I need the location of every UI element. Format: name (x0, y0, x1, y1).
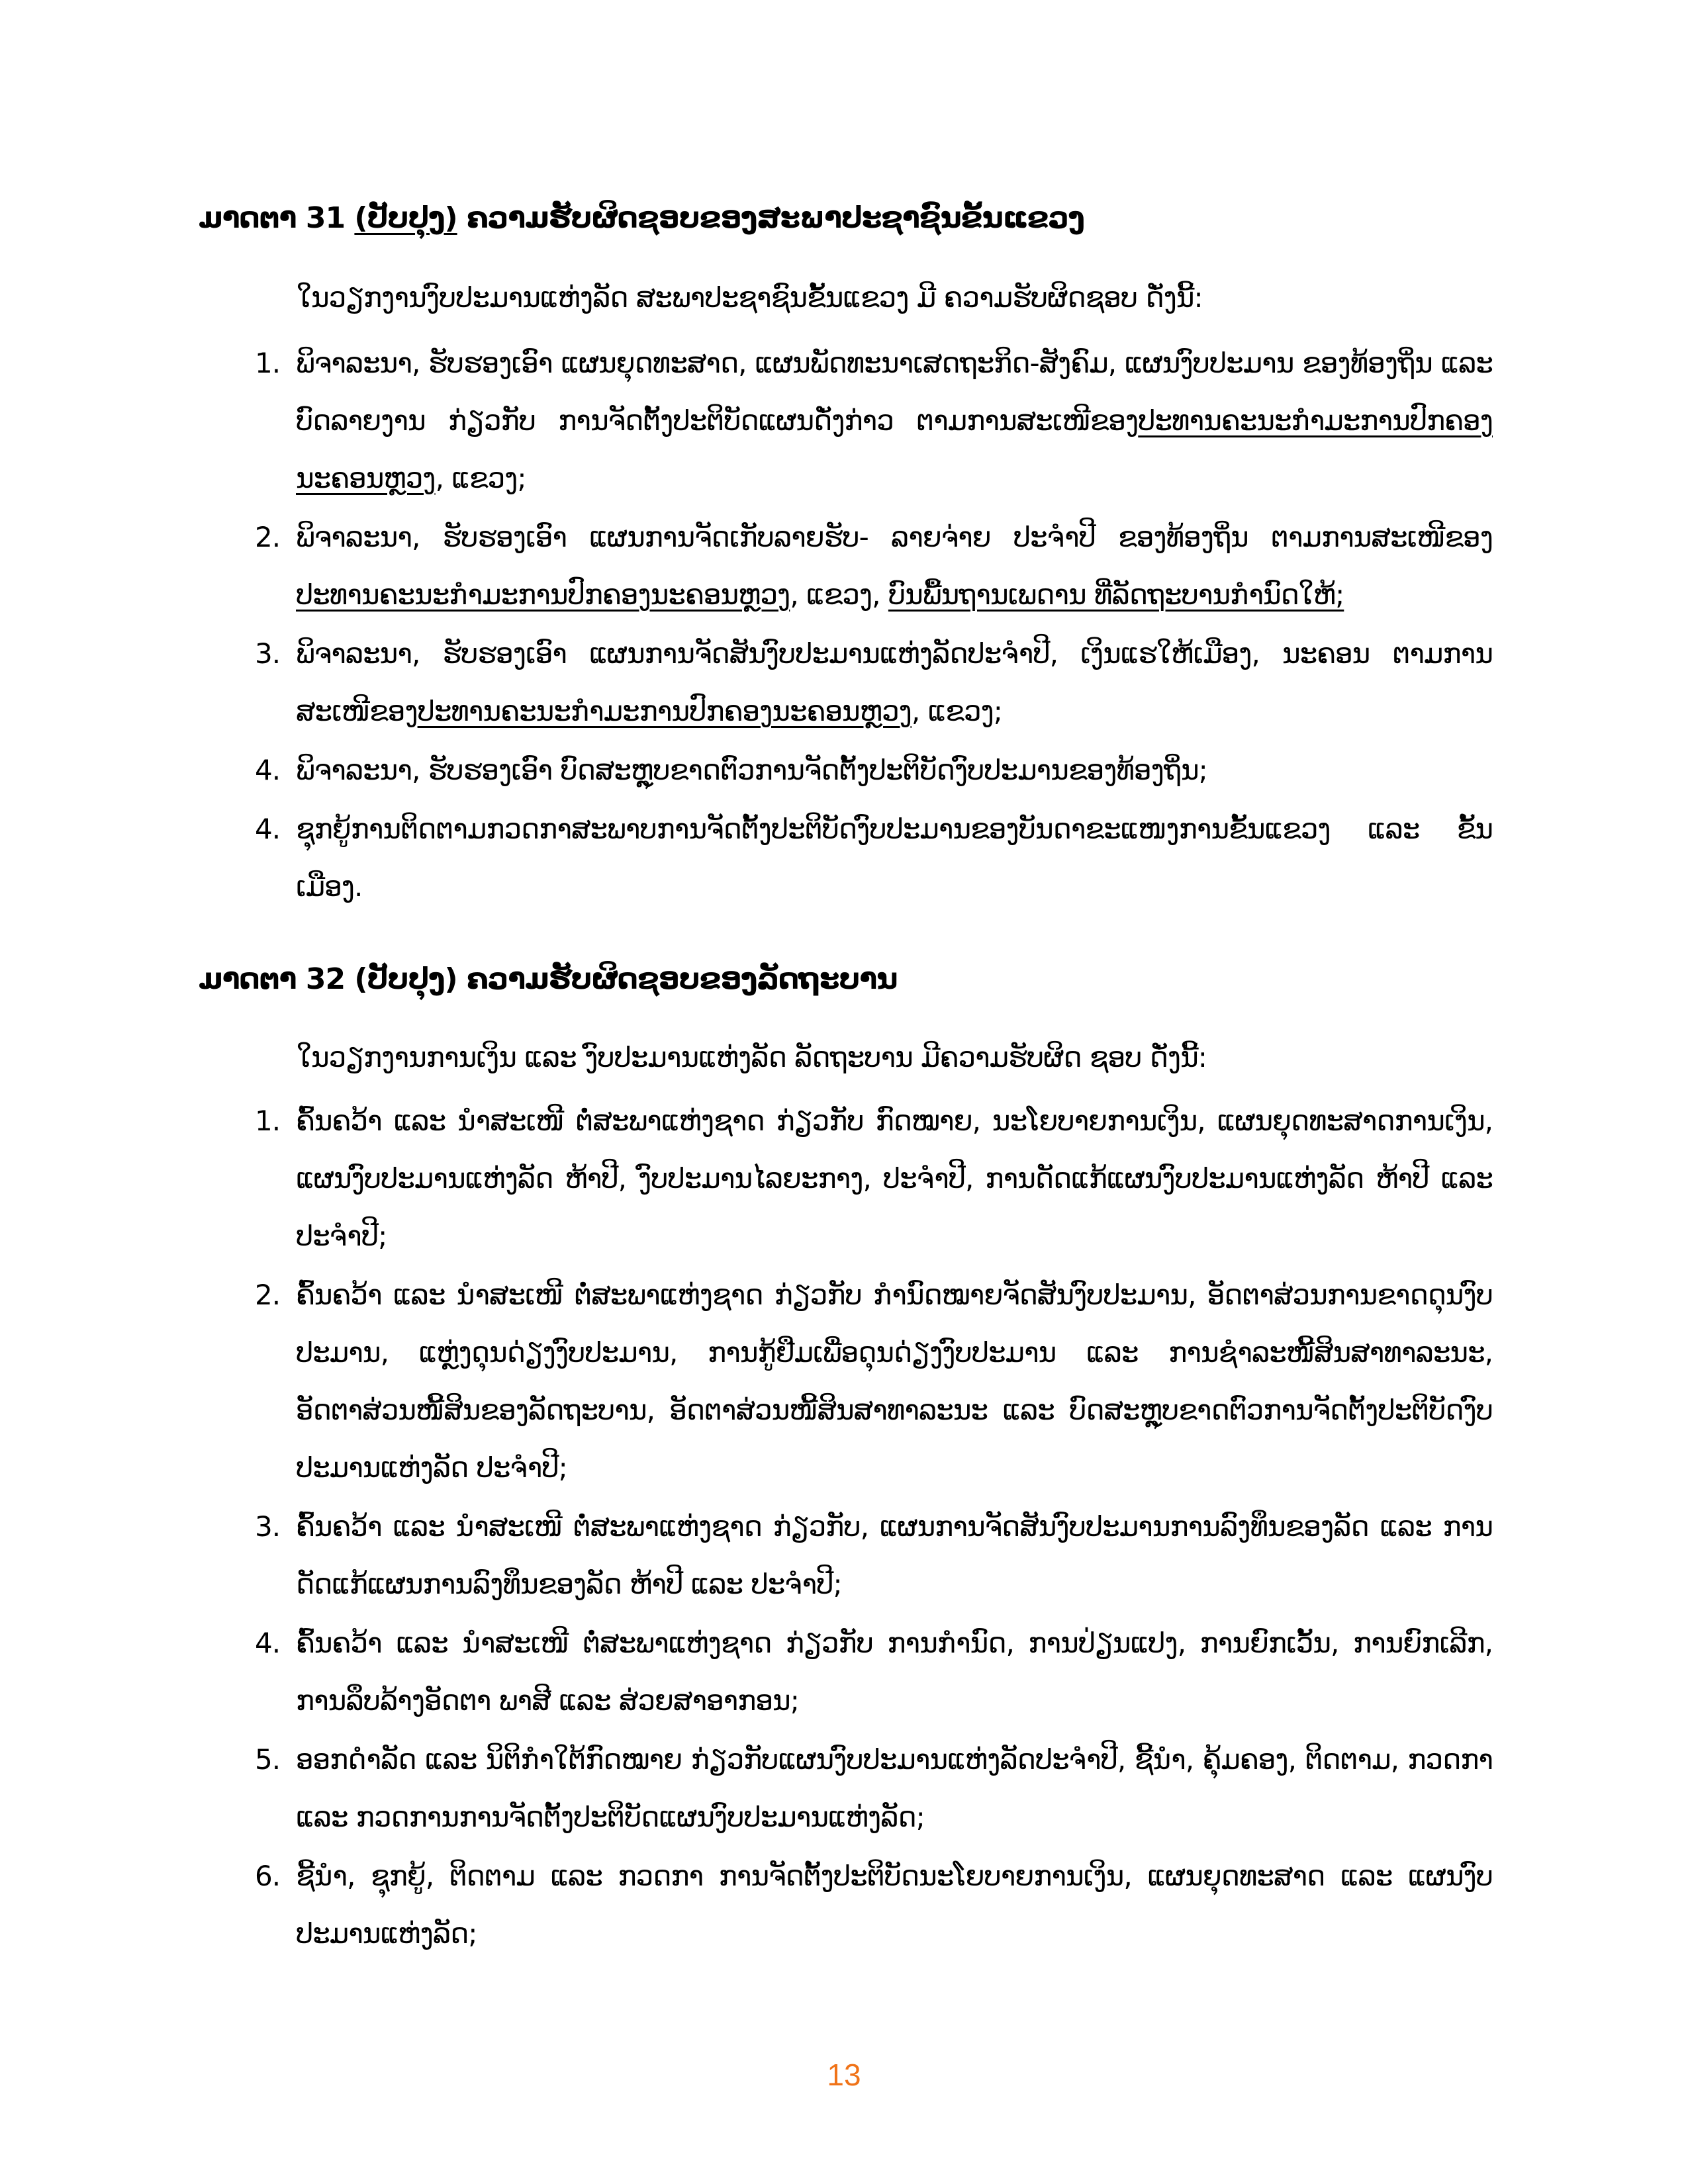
item-text: ຊຸກຍູ້ການຕິດຕາມກວດກາສະພາບການຈັດຕັ້ງປະຕິບັດງົບປະມານຂອງບັນດາຂະແໜງການຂັ້ນແຂວງ ແລະ ຂັ້ນເມືອງ. (296, 813, 1493, 903)
article-32-intro: ໃນວຽກງານການເງິນ ແລະ ງົບປະມານແຫ່ງລັດ ລັດຖະບານ ມີຄວາມຮັບຜິດ ຊອບ ດັ່ງນີ້: (297, 1041, 1207, 1073)
article-32-list (255, 1092, 1493, 1964)
article-32-amended-tag: (ປັບປຸງ) (354, 962, 457, 996)
list-item (255, 800, 1493, 915)
item-text: ຄົ້ນຄວ້າ ແລະ ນຳສະເໜີ ຕໍ່ສະພາແຫ່ງຊາດ ກ່ຽວກັບ, ແຜນການຈັດສັນງົບປະມານການລົງທຶນຂອງລັດ ແລະ ການດັດແກ້ແຜນການລົງທຶນຂອງລັດ ຫ້າປີ ແລະ ປະຈຳປີ; (296, 1510, 1493, 1600)
underlined-text: ບົນພື້ນຖານເພດານ ທີ່ລັດຖະບານກຳນົດໃຫ້; (888, 578, 1344, 611)
list-item (255, 1092, 1493, 1265)
article-32-heading (199, 960, 897, 999)
item-number: 1. (255, 347, 281, 379)
article-31-number: ມາດຕາ 31 (199, 201, 355, 235)
list-item (255, 1847, 1493, 1962)
item-number: 2. (255, 521, 281, 553)
list-item (255, 1498, 1493, 1613)
article-32-title: ຄວາມຮັບຜິດຊອບຂອງລັດຖະບານ (457, 962, 898, 996)
item-number: 6. (255, 1860, 281, 1892)
item-number: 4. (255, 1627, 281, 1659)
list-item (255, 741, 1493, 799)
item-number: 4. (255, 813, 281, 845)
article-31-list (255, 334, 1493, 917)
item-text: ພິຈາລະນາ, ຮັບຮອງເອົາ ແຜນການຈັດເກັບລາຍຮັບ- ລາຍຈ່າຍ ປະຈຳປີ ຂອງທ້ອງຖິ່ນ ຕາມການສະເໜີຂອງ ປະທານຄະນະກຳມະການປົກຄອງນະຄອນຫຼວງ, ແຂວງ, ບົນພື້ນຖານເພດານ ທີ່ລັດຖະບານກຳນົດໃຫ້; (296, 521, 1493, 611)
page-number: 13 (827, 2058, 861, 2092)
underlined-text: ປະທານຄະນະກຳມະການປົກຄອງນະຄອນຫຼວງ (296, 404, 1493, 494)
list-item (255, 625, 1493, 740)
article-31-amended-tag: (ປັບປຸງ) (354, 201, 457, 235)
item-text: ພິຈາລະນາ, ຮັບຮອງເອົາ ບົດສະຫຼຸບຂາດຕົວການຈັດຕັ້ງປະຕິບັດງົບປະມານຂອງທ້ອງຖິ່ນ; (296, 754, 1207, 786)
article-31-intro: ໃນວຽກງານງົບປະມານແຫ່ງລັດ ສະພາປະຊາຊົນຂັ້ນແຂວງ ມີ ຄວາມຮັບຜິດຊອບ ດັ່ງນີ້: (297, 281, 1203, 314)
item-number: 1. (255, 1105, 281, 1137)
item-number: 3. (255, 637, 281, 670)
underlined-text: ປະທານຄະນະກຳມະການປົກຄອງນະຄອນຫຼວງ (417, 695, 912, 727)
item-number: 3. (255, 1510, 281, 1543)
article-31-title: ຄວາມຮັບຜິດຊອບຂອງສະພາປະຊາຊົນຂັ້ນແຂວງ (457, 201, 1084, 235)
item-text: ອອກດຳລັດ ແລະ ນິຕິກຳໃຕ້ກົດໝາຍ ກ່ຽວກັບແຜນງົບປະມານແຫ່ງລັດປະຈຳປີ, ຊີ້ນຳ, ຄຸ້ມຄອງ, ຕິດຕາມ, ກວດກາ ແລະ ກວດການການຈັດຕັ້ງປະຕິບັດແຜນງົບປະມານແຫ່ງລັດ; (296, 1743, 1493, 1833)
item-text: ຊີ້ນຳ, ຊຸກຍູ້, ຕິດຕາມ ແລະ ກວດກາ ການຈັດຕັ້ງປະຕິບັດນະໂຍບາຍການເງິນ, ແຜນຍຸດທະສາດ ແລະ ແຜນງົບປະມານແຫ່ງລັດ; (296, 1860, 1493, 1950)
item-number: 2. (255, 1279, 281, 1311)
article-31-heading (199, 199, 1084, 238)
item-text: ຄົ້ນຄວ້າ ແລະ ນຳສະເໜີ ຕໍ່ສະພາແຫ່ງຊາດ ກ່ຽວກັບ ກົດໝາຍ, ນະໂຍບາຍການເງິນ, ແຜນຍຸດທະສາດການເງິນ, ແຜນງົບປະມານແຫ່ງລັດ ຫ້າປີ, ງົບປະມານໄລຍະກາງ, ປະຈຳປີ, ການດັດແກ້ແຜນງົບປະມານແຫ່ງລັດ ຫ້າປີ ແລະ ປະຈຳປີ; (296, 1105, 1493, 1252)
list-item (255, 1731, 1493, 1846)
item-number: 5. (255, 1743, 281, 1776)
underlined-text: ປະທານຄະນະກຳມະການປົກຄອງນະຄອນຫຼວງ (296, 578, 790, 611)
item-text: ຄົ້ນຄວ້າ ແລະ ນຳສະເໜີ ຕໍ່ສະພາແຫ່ງຊາດ ກ່ຽວກັບ ການກຳນົດ, ການປ່ຽນແປງ, ການຍົກເວັ້ນ, ການຍົກເລີກ, ການລຶບລ້າງອັດຕາ ພາສີ ແລະ ສ່ວຍສາອາກອນ; (296, 1627, 1493, 1717)
list-item (255, 334, 1493, 507)
item-text: ພິຈາລະນາ, ຮັບຮອງເອົາ ແຜນຍຸດທະສາດ, ແຜນພັດທະນາເສດຖະກິດ-ສັງຄົມ, ແຜນງົບປະມານ ຂອງທ້ອງຖິ່ນ ແລະ ບົດລາຍງານ ກ່ຽວກັບ ການຈັດຕັ້ງປະຕິບັດແຜນດັ່ງກ່າວ ຕາມການສະເໜີຂອງປະທານຄະນະກຳມະການປົກຄອງນະຄອນຫຼວງ, ແຂວງ; (296, 347, 1493, 494)
item-number: 4. (255, 754, 281, 786)
item-text: ພິຈາລະນາ, ຮັບຮອງເອົາ ແຜນການຈັດສັນງົບປະມານແຫ່ງລັດປະຈຳປີ, ເງິນແຮໃຫ້ເມືອງ, ນະຄອນ ຕາມການສະເໜີຂອງປະທານຄະນະກຳມະການປົກຄອງນະຄອນຫຼວງ, ແຂວງ; (296, 637, 1493, 727)
article-32-number: ມາດຕາ 32 (199, 962, 355, 996)
list-item (255, 1614, 1493, 1729)
item-text: ຄົ້ນຄວ້າ ແລະ ນຳສະເໜີ ຕໍ່ສະພາແຫ່ງຊາດ ກ່ຽວກັບ ກຳນົດໝາຍຈັດສັນງົບປະມານ, ອັດຕາສ່ວນການຂາດດຸນງົບປະມານ, ແຫຼ່ງດຸນດ່ຽງງົບປະມານ, ການກູ້ຢືມເພື່ອດຸນດ່ຽງງົບປະມານ ແລະ ການຊຳລະໜີ້ສິນສາທາລະນະ, ອັດຕາສ່ວນໜີ້ສິນຂອງລັດຖະບານ, ອັດຕາສ່ວນໜີ້ສິນສາທາລະນະ ແລະ ບົດສະຫຼຸບຂາດຕົວການຈັດຕັ້ງປະຕິບັດງົບປະມານແຫ່ງລັດ ປະຈຳປີ; (296, 1279, 1493, 1484)
list-item (255, 1266, 1493, 1496)
list-item (255, 508, 1493, 623)
